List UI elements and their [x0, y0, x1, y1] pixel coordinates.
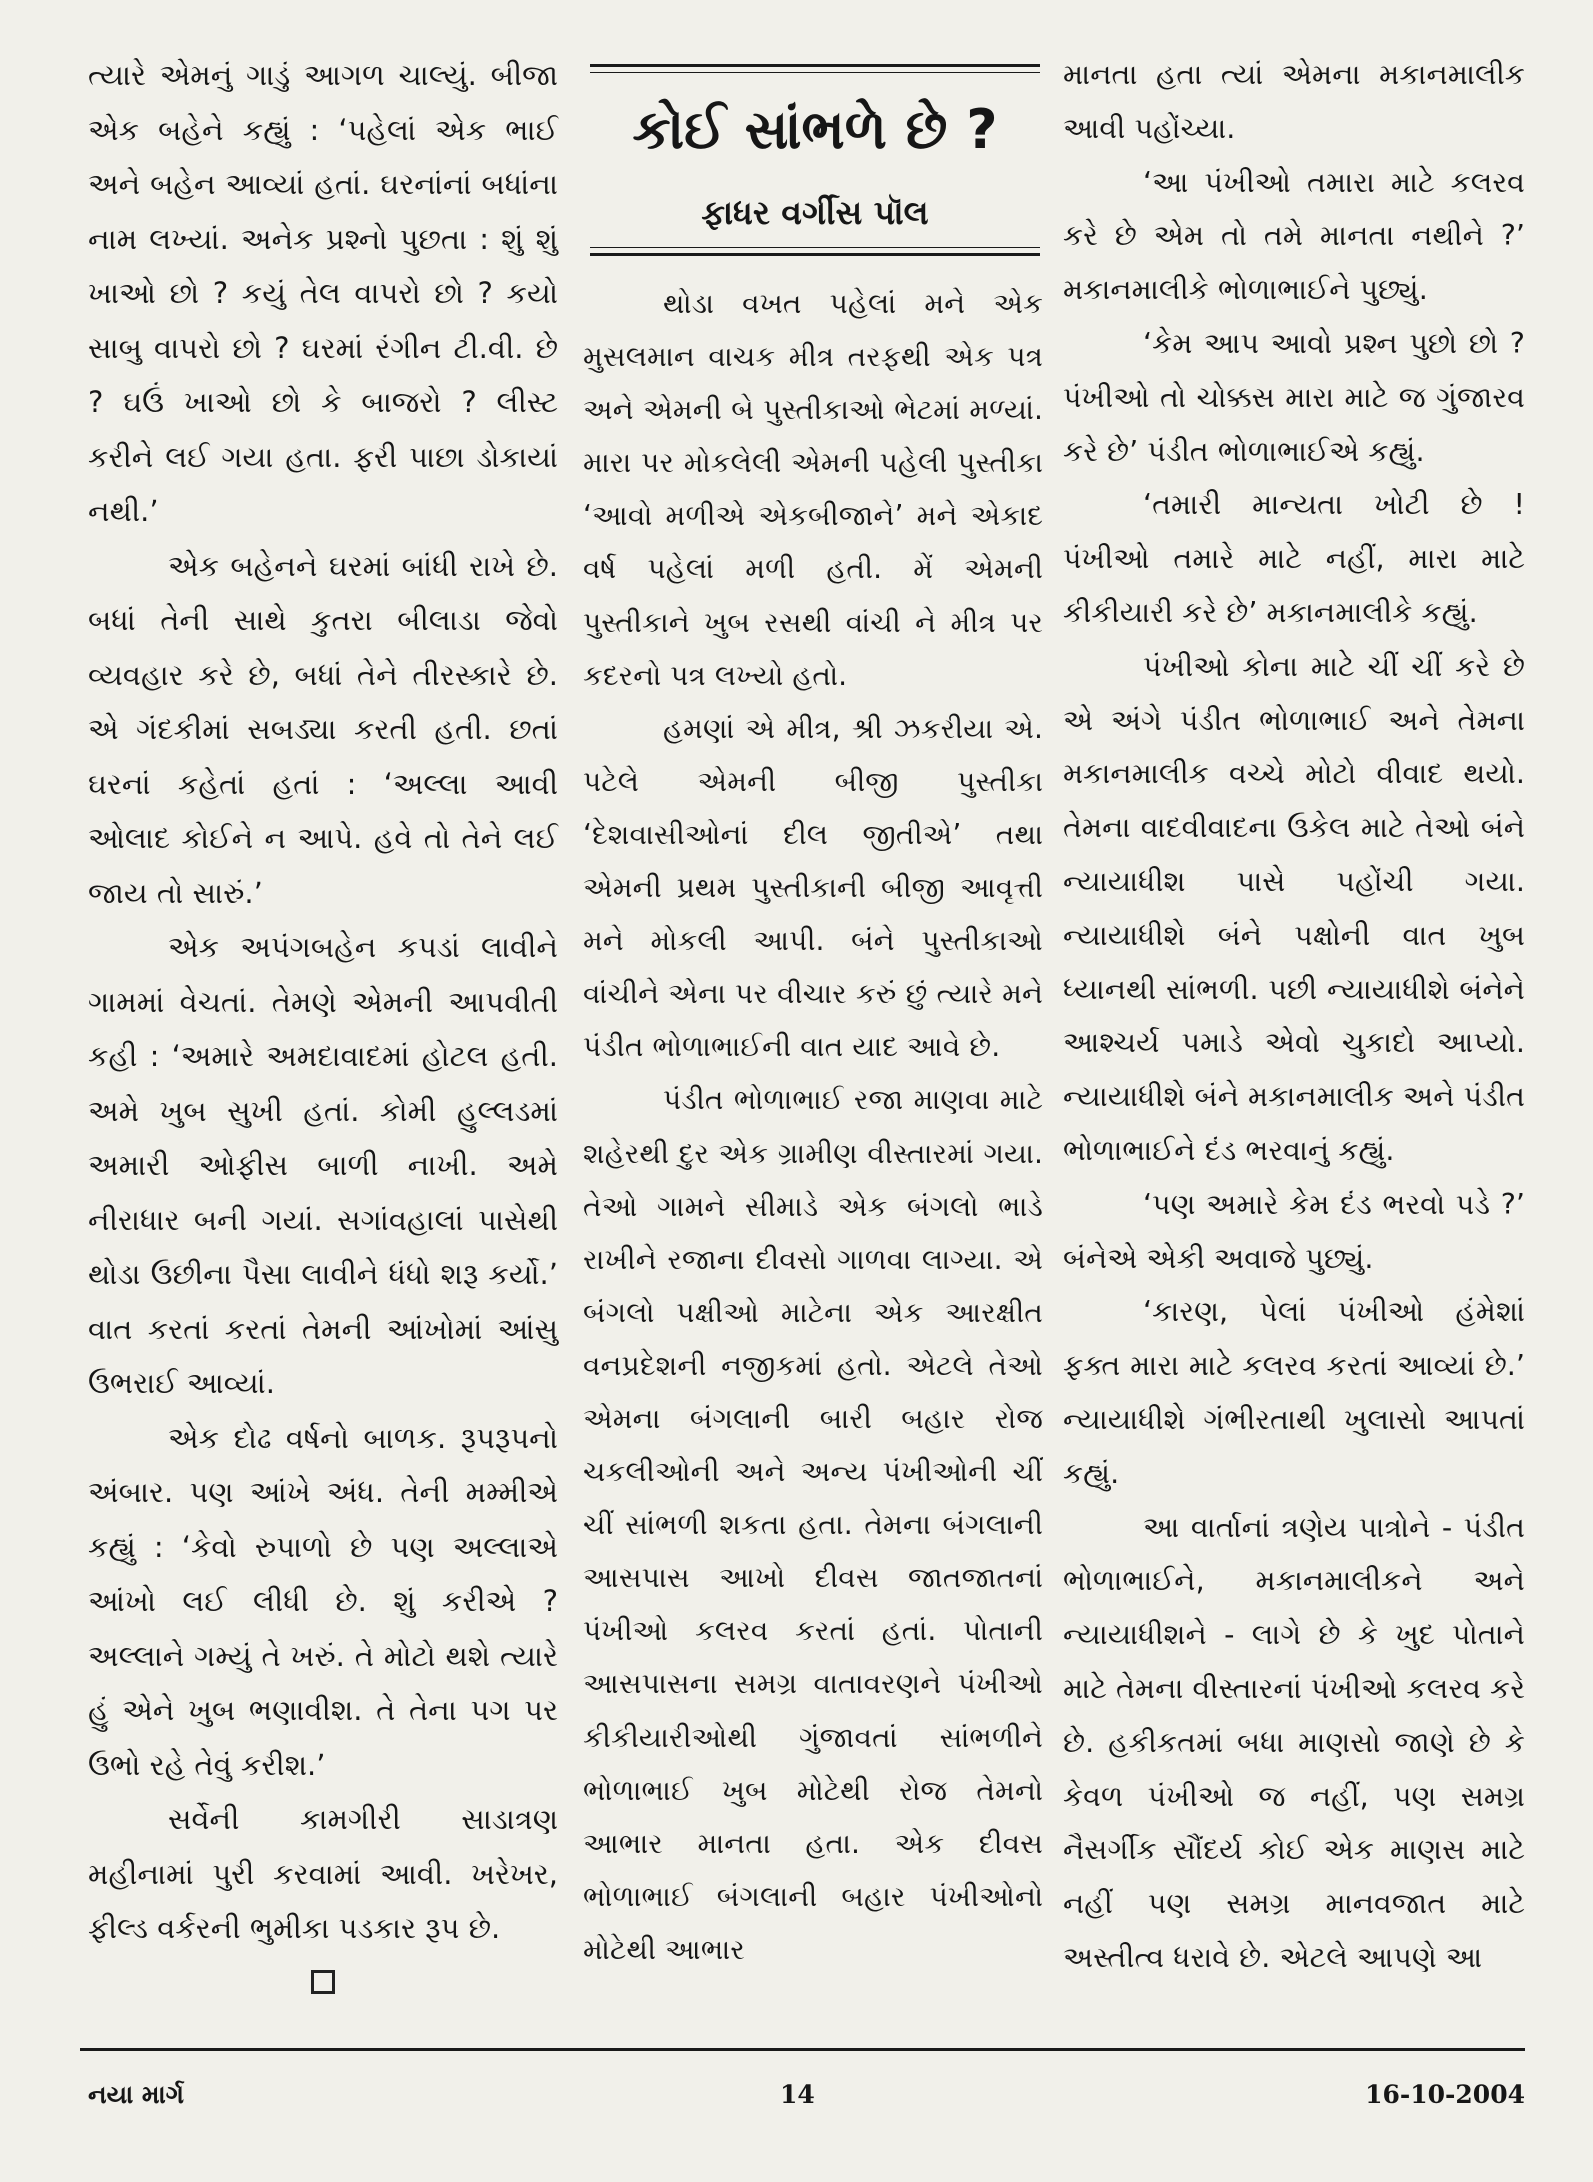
paragraph: પંડીત ભોળાભાઈ રજા માણવા માટે શહેરથી દુર એક ગ્રામીણ વીસ્તારમાં ગયા. તેઓ ગામને સીમાડે એક બંગલો ભાડે રાખીને રજાના દીવસો ગાળવા લાગ્યા. એ બંગલો પક્ષીઓ માટેના એક આરક્ષીત વનપ્રદેશની નજીકમાં હતો. એટલે તેઓ એમના બંગલાની બારી બહાર રોજ ચકલીઓની અને અન્ય પંખીઓની ચીં ચીં સાંભળી શકતા હતા. તેમના બંગલાની આસપાસ આખો દીવસ જાતજાતનાં પંખીઓ કલરવ કરતાં હતાં. પોતાની આસપાસના સમગ્ર વાતાવરણને પંખીઓ કીકીયારીઓથી ગુંજાવતાં સાંભળીને ભોળાભાઈ ખુબ મોટેથી રોજ તેમનો આભાર માનતા હતા. એક દીવસ ભોળાભાઈ બંગલાની બહાર પંખીઓનો મોટેથી આભાર	[583, 1083, 1043, 1966]
column-right	[1063, 48, 1525, 1985]
column-left	[88, 48, 558, 1994]
column-middle	[583, 277, 1043, 1976]
footer-publication: નયા માર્ગ	[88, 2080, 184, 2109]
article-author: ફાધર વર્ગીસ પૉલ	[701, 193, 929, 232]
paragraph: ‘આ પંખીઓ તમારા માટે કલરવ કરે છે એમ તો તમે માનતા નથીને ?’ મકાનમાલીકે ભોળાભાઈને પુછ્યું.	[1063, 164, 1525, 307]
paragraph: ‘તમારી માન્યતા ખોટી છે ! પંખીઓ તમારે માટે નહીં, મારા માટે કીકીયારી કરે છે’ મકાનમાલીકે કહ્યું.	[1063, 487, 1525, 629]
paragraph: થોડા વખત પહેલાં મને એક મુસલમાન વાચક મીત્ર તરફથી એક પત્ર અને એમની બે પુસ્તીકાઓ ભેટમાં મળ્યાં. મારા પર મોકલેલી એમની પહેલી પુસ્તીકા ‘આવો મળીએ એકબીજાને’ મને એકાદ વર્ષ પહેલાં મળી હતી. મેં એમની પુસ્તીકાને ખુબ રસથી વાંચી ને મીત્ર પર કદરનો પત્ર લખ્યો હતો.	[583, 287, 1043, 692]
paragraph: સર્વેની કામગીરી સાડાત્રણ મહીનામાં પુરી કરવામાં આવી. ખરેખર, ફીલ્ડ વર્કરની ભુમીકા પડકાર રૂપ છે.	[88, 1802, 558, 1945]
paragraph: હમણાં એ મીત્ર, શ્રી ઝકરીયા એ. પટેલે એમની બીજી પુસ્તીકા ‘દેશવાસીઓનાં દીલ જીતીએ’ તથા એમની પ્રથમ પુસ્તીકાની બીજી આવૃત્તી મને મોકલી આપી. બંને પુસ્તીકાઓ વાંચીને એના પર વીચાર કરું છું ત્યારે મને પંડીત ભોળાભાઈની વાત યાદ આવે છે.	[583, 711, 1043, 1064]
paragraph: એક દોઢ વર્ષનો બાળક. રૂપરૂપનો અંબાર. પણ આંખે અંધ. તેની મમ્મીએ કહ્યું : ‘કેવો રુપાળો છે પણ અલ્લાએ આંખો લઈ લીધી છે. શું કરીએ ? અલ્લાને ગમ્યું તે ખરું. તે મોટો થશે ત્યારે હું એને ખુબ ભણાવીશ. તે તેના પગ પર ઉભો રહે તેવું કરીશ.’	[88, 1420, 558, 1782]
paragraph: ‘કારણ, પેલાં પંખીઓ હંમેશાં ફક્ત મારા માટે કલરવ કરતાં આવ્યાં છે.’ ન્યાયાધીશે ગંભીરતાથી ખુલાસો આપતાં કહ્યું.	[1063, 1294, 1525, 1490]
title-rule-bottom-thin	[590, 247, 1040, 248]
paragraph: આ વાર્તાનાં ત્રણેય પાત્રોને - પંડીત ભોળાભાઈને, મકાનમાલીકને અને ન્યાયાધીશને - લાગે છે કે ખુદ પોતાને માટે તેમના વીસ્તારનાં પંખીઓ કલરવ કરે છે. હકીકતમાં બધા માણસો જાણે છે કે કેવળ પંખીઓ જ નહીં, પણ સમગ્ર નૈસર્ગીક સૌંદર્ય કોઈ એક માણસ માટે નહીં પણ સમગ્ર માનવજાત માટે અસ્તીત્વ ધરાવે છે. એટલે આપણે આ	[1063, 1509, 1525, 1974]
paragraph: એક બહેનને ઘરમાં બાંધી રાખે છે. બધાં તેની સાથે કુતરા બીલાડા જેવો વ્યવહાર કરે છે, બધાં તેને તીરસ્કારે છે. એ ગંદકીમાં સબડ્યા કરતી હતી. છતાં ઘરનાં કહેતાં હતાં : ‘અલ્લા આવી ઓલાદ કોઈને ન આપે. હવે તો તેને લઈ જાય તો સારું.’	[88, 548, 558, 910]
paragraph: માનતા હતા ત્યાં એમના મકાનમાલીક આવી પહોંચ્યા.	[1063, 57, 1525, 145]
title-rule-top-thin	[590, 72, 1040, 73]
paragraph: એક અપંગબહેન કપડાં લાવીને ગામમાં વેચતાં. તેમણે એમની આપવીતી કહી : ‘અમારે અમદાવાદમાં હોટલ હતી. અમે ખુબ સુખી હતાં. કોમી હુલ્લડમાં અમારી ઓફીસ બાળી નાખી. અમે નીરાધાર બની ગયાં. સગાંવહાલાં પાસેથી થોડા ઉછીના પૈસા લાવીને ધંધો શરૂ કર્યો.’ વાત કરતાં કરતાં તેમની આંખોમાં આંસુ ઉભરાઈ આવ્યાં.	[88, 930, 558, 1400]
footer-page-number: 14	[780, 2080, 815, 2109]
paragraph: ‘કેમ આપ આવો પ્રશ્ન પુછો છો ? પંખીઓ તો ચોક્કસ મારા માટે જ ગુંજારવ કરે છે’ પંડીત ભોળાભાઈએ કહ્યું.	[1063, 325, 1525, 468]
end-of-article-box-icon	[311, 1970, 335, 1994]
paragraph: પંખીઓ કોના માટે ચીં ચીં કરે છે એ અંગે પંડીત ભોળાભાઈ અને તેમના મકાનમાલીક વચ્ચે મોટો વીવાદ થયો. તેમના વાદવીવાદના ઉકેલ માટે તેઓ બંને ન્યાયાધીશ પાસે પહોંચી ગયા. ન્યાયાધીશે બંને પક્ષોની વાત ખુબ ધ્યાનથી સાંભળી. પછી ન્યાયાધીશે બંનેને આશ્ચર્ય પમાડે એવો ચુકાદો આપ્યો. ન્યાયાધીશે બંને મકાનમાલીક અને પંડીત ભોળાભાઈને દંડ ભરવાનું કહ્યું.	[1063, 648, 1525, 1167]
footer-rule	[80, 2048, 1525, 2051]
paragraph: ‘પણ અમારે કેમ દંડ ભરવો પડે ?’ બંનેએ એકી અવાજે પુછ્યું.	[1063, 1186, 1525, 1275]
paragraph: ત્યારે એમનું ગાડું આગળ ચાલ્યું. બીજા એક બહેને કહ્યું : ‘પહેલાં એક ભાઈ અને બહેન આવ્યાં હતાં. ઘરનાંનાં બધાંના નામ લખ્યાં. અનેક પ્રશ્નો પુછતા : શું શું ખાઓ છો ? કયું તેલ વાપરો છો ? કયો સાબુ વાપરો છો ? ઘરમાં રંગીન ટી.વી. છે ? ઘઉં ખાઓ છો કે બાજરો ? લીસ્ટ કરીને લઈ ગયા હતા. ફરી પાછા ડોકાયાં નથી.’	[88, 58, 558, 528]
article-title: કોઈ સાંભળે છે ?	[632, 98, 998, 161]
footer-date: 16-10-2004	[1365, 2080, 1525, 2109]
title-rule-bottom	[590, 253, 1040, 256]
title-rule-top	[590, 64, 1040, 67]
